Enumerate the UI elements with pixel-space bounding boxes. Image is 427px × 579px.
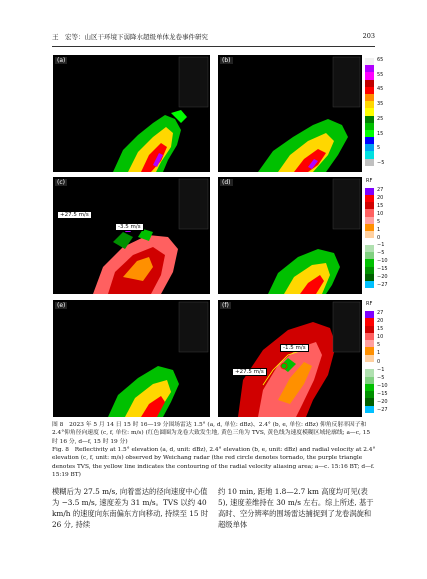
colorbar-segment [365, 355, 374, 362]
header-rule [52, 46, 375, 47]
colorbar-segment [365, 130, 374, 137]
panel-label-a: (a) [57, 57, 66, 64]
colorbar-segment [365, 274, 374, 281]
colorbar-segment [365, 238, 374, 245]
colorbar-tick-label: −15 [377, 390, 388, 397]
colorbar-tick-label: −27 [377, 407, 388, 413]
colorbar-tick-label: 27 [377, 187, 384, 193]
colorbar-tick-label: −10 [377, 382, 388, 389]
radar-panel-d [218, 177, 362, 294]
panel-label-d: (d) [222, 179, 231, 186]
radar-image-c [53, 177, 210, 294]
panel-label-b: (b) [222, 57, 231, 64]
colorbar-segment [365, 245, 374, 252]
radar-image-f [218, 300, 362, 417]
colorbar-segment [365, 209, 374, 216]
colorbar-tick-label: 10 [377, 334, 384, 341]
radar-image-b [218, 55, 362, 172]
colorbar-segment [365, 116, 374, 123]
colorbar-tick-label: 35 [377, 101, 384, 108]
colorbar-unit-rf-bottom: RF [366, 301, 373, 307]
colorbar-segment [365, 65, 374, 72]
running-header [52, 32, 375, 44]
page-number: 203 [362, 32, 375, 40]
colorbar-tick-label: 25 [377, 115, 384, 122]
colorbar-tick-label: 1 [377, 350, 381, 357]
colorbar-segment [365, 369, 374, 376]
colorbar-tick-label: 27 [377, 310, 384, 316]
colorbar-tick-label: 20 [377, 318, 384, 325]
velocity-annotation-f2: +27.5 m/s [232, 368, 267, 376]
colorbar-segment [365, 123, 374, 130]
colorbar-segment [365, 391, 374, 398]
colorbar-tick-label: −5 [377, 374, 385, 381]
radar-image-d [218, 177, 362, 294]
radar-image-a [53, 55, 210, 172]
colorbar-tick-label: −27 [377, 282, 388, 288]
colorbar-segment [365, 202, 374, 209]
colorbar-tick-label: 5 [377, 145, 381, 152]
colorbar-tick-label: −10 [377, 258, 388, 265]
colorbar-segment [365, 259, 374, 266]
colorbar-tick-label: −1 [377, 366, 385, 373]
colorbar-segment [365, 318, 374, 325]
colorbar-segment [365, 195, 374, 202]
colorbar-tick-label: −15 [377, 266, 388, 273]
colorbar-tick-label: −1 [377, 242, 385, 249]
colorbar-segment [365, 72, 374, 79]
colorbar-segment [365, 87, 374, 94]
velocity-annotation-f1: -1.5 m/s [280, 344, 309, 352]
colorbar-segment [365, 347, 374, 354]
colorbar-segment [365, 281, 374, 288]
radar-panel-f [218, 300, 362, 417]
colorbar-segment [365, 326, 374, 333]
colorbar-tick-label: 5 [377, 218, 381, 225]
colorbar-segment [365, 384, 374, 391]
colorbar-segment [365, 224, 374, 231]
figure-caption-zh: 图 8 2023 年 5 月 14 日 15 时 16—19 分围场雷达 1.5° (a, d, 单位: dBz)、2.4° (b, e, 单位: dBz) 仰角反射率因子和 2.4°仰角径向速度 (c, f, 单位: m/s) (红色圆圈为龙卷大致发生地, 黄色三角为 TVS, 黄色线为速度模糊区域轮廓线; a—c, 15 时 16 分, d—f, 15 时 19 分) [52, 422, 371, 445]
colorbar-tick-label: 1 [377, 226, 381, 233]
running-header-title: 王 宏等：山区干环境下弱降水超级单体龙卷事件研究 [52, 33, 208, 41]
colorbar-segment [365, 311, 374, 318]
colorbar-tick-label: 5 [377, 342, 381, 349]
colorbar-segment [365, 151, 374, 158]
colorbar-segment [365, 377, 374, 384]
colorbar-segment [365, 108, 374, 115]
colorbar-velocity-bottom [365, 311, 374, 413]
colorbar-ticks-top [377, 58, 392, 166]
colorbar-segment [365, 159, 374, 166]
body-text-right: 约 10 min, 距地 1.8—2.7 km 高度均可见(表 5), 速度差维持在 30 m/s 左右。综上所述, 基于高时、空分辨率的围场雷达捕捉到了龙卷涡旋和超级单体 [218, 487, 374, 529]
colorbar-ticks-mid [377, 188, 392, 288]
colorbar-tick-label: 55 [377, 71, 384, 78]
colorbar-tick-label: 65 [377, 57, 384, 63]
panel-label-c: (c) [57, 179, 65, 186]
colorbar-segment [365, 333, 374, 340]
colorbar-unit-rf: RF [366, 178, 373, 184]
colorbar-tick-label: 20 [377, 194, 384, 201]
colorbar-segment [365, 58, 374, 65]
radar-panel-e [53, 300, 210, 417]
colorbar-segment [365, 101, 374, 108]
colorbar-tick-label: −5 [377, 250, 385, 257]
velocity-annotation-c1: +27.5 m/s [57, 211, 92, 219]
colorbar-tick-label: 15 [377, 326, 384, 333]
colorbar-tick-label: 15 [377, 130, 384, 137]
panel-label-f: (f) [222, 302, 229, 309]
colorbar-ticks-bottom [377, 311, 392, 413]
colorbar-tick-label: 15 [377, 202, 384, 209]
radar-panel-b [218, 55, 362, 172]
panel-label-e: (e) [57, 302, 66, 309]
colorbar-segment [365, 144, 374, 151]
colorbar-tick-label: 0 [377, 358, 381, 365]
colorbar-tick-label: −20 [377, 398, 388, 405]
radar-panel-a [53, 55, 210, 172]
colorbar-segment [365, 398, 374, 405]
colorbar-velocity-mid [365, 188, 374, 288]
colorbar-reflectivity-top [365, 58, 374, 166]
colorbar-segment [365, 231, 374, 238]
colorbar-tick-label: −20 [377, 274, 388, 281]
body-text-left: 模糊后为 27.5 m/s, 向着雷达的径向速度中心值为 −3.5 m/s, 速度差为 31 m/s。TVS 以约 40 km/h 的速度向东南偏东方向移动, 持续至 15 时 26 分, 持续 [52, 487, 209, 529]
colorbar-segment [365, 340, 374, 347]
colorbar-segment [365, 80, 374, 87]
colorbar-segment [365, 137, 374, 144]
colorbar-segment [365, 406, 374, 413]
colorbar-segment [365, 188, 374, 195]
colorbar-segment [365, 267, 374, 274]
colorbar-tick-label: 45 [377, 86, 384, 93]
radar-image-e [53, 300, 210, 417]
colorbar-segment [365, 217, 374, 224]
colorbar-segment [365, 252, 374, 259]
colorbar-tick-label: −5 [377, 160, 385, 166]
colorbar-segment [365, 362, 374, 369]
figure-caption-en: Fig. 8 Reflectivity at 1.5° elevation (a, d, unit: dBz), 2.4° elevation (b, e, unit: dBz) and radial velocity at 2.4° elevation (c, f, unit: m/s) observed by Weichang radar (the red circle denotes tornado, the purple triangle denotes TVS, the yellow line indicates the contouring of the radial velocity aliasing area; a—c. 15:16 BT; d—f. 15:19 BT) [52, 447, 376, 478]
colorbar-tick-label: 0 [377, 234, 381, 241]
radar-panel-c [53, 177, 210, 294]
velocity-annotation-c2: -3.5 m/s [115, 223, 144, 231]
colorbar-segment [365, 94, 374, 101]
colorbar-tick-label: 10 [377, 210, 384, 217]
